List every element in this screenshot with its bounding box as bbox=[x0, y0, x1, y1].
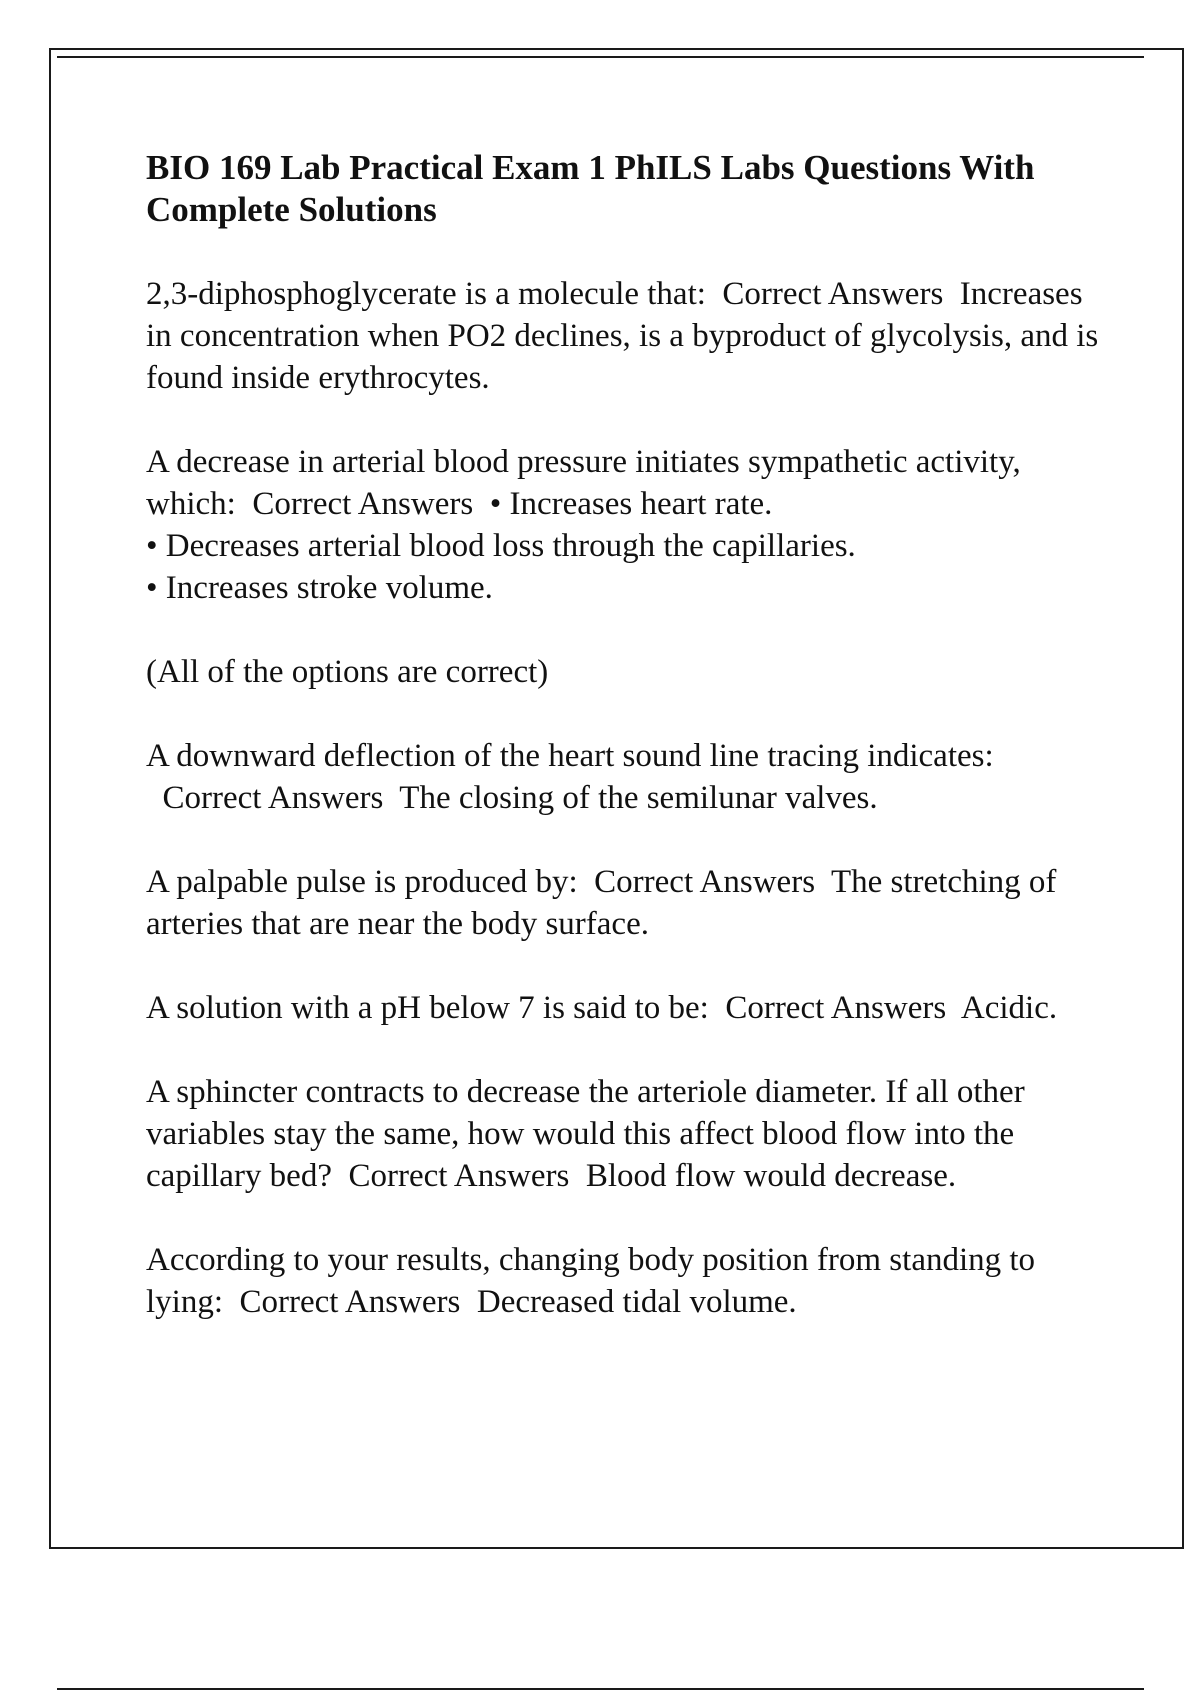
answer-text: The stretching of arteries that are near the body surface. bbox=[146, 864, 1057, 942]
answer-label: Correct Answers bbox=[239, 1284, 461, 1320]
qa-item bbox=[146, 1239, 1106, 1323]
question-text: A solution with a pH below 7 is said to be: bbox=[146, 990, 709, 1026]
answer-text: The closing of the semilunar valves. bbox=[399, 780, 878, 816]
qa-item bbox=[146, 987, 1106, 1029]
answer-line: • Increases heart rate. bbox=[489, 486, 773, 522]
qa-item bbox=[146, 861, 1106, 945]
answer-label: Correct Answers bbox=[594, 864, 816, 900]
document-title: BIO 169 Lab Practical Exam 1 PhILS Labs Questions With Complete Solutions bbox=[146, 148, 1035, 229]
answer-line: • Increases stroke volume. bbox=[146, 570, 493, 606]
qa-item bbox=[146, 273, 1106, 399]
answer-text: Acidic. bbox=[960, 990, 1058, 1026]
question-text: A palpable pulse is produced by: bbox=[146, 864, 578, 900]
question-text: A decrease in arterial blood pressure initiates sympathetic activity, which: bbox=[146, 444, 1021, 522]
answer-label: Correct Answers bbox=[348, 1158, 570, 1194]
answer-label: Correct Answers bbox=[725, 990, 947, 1026]
answer-text: Increases in concentration when PO2 declines, is a byproduct of glycolysis, and is found inside erythrocytes. bbox=[146, 276, 1099, 396]
question-text: A downward deflection of the heart sound line tracing indicates: bbox=[146, 738, 994, 774]
answer-text: Decreased tidal volume. bbox=[476, 1284, 797, 1320]
question-text: According to your results, changing body position from standing to lying: bbox=[146, 1242, 1036, 1320]
qa-note bbox=[146, 651, 1106, 693]
question-text: 2,3-diphosphoglycerate is a molecule that: bbox=[146, 276, 706, 312]
top-rule bbox=[57, 56, 1144, 58]
qa-item bbox=[146, 735, 1106, 819]
bottom-rule bbox=[57, 1688, 1144, 1690]
document-body bbox=[146, 147, 1106, 1323]
answer-label: Correct Answers bbox=[252, 486, 474, 522]
answer-text: Blood flow would decrease. bbox=[585, 1158, 957, 1194]
qa-item bbox=[146, 1071, 1106, 1197]
answer-line: • Decreases arterial blood loss through the capillaries. bbox=[146, 528, 856, 564]
note-text: (All of the options are correct) bbox=[146, 654, 549, 690]
question-text: A sphincter contracts to decrease the arteriole diameter. If all other variables stay the same, how would this affect blood flow into the capillary bed? bbox=[146, 1074, 1025, 1194]
qa-item bbox=[146, 441, 1106, 609]
answer-label: Correct Answers bbox=[722, 276, 944, 312]
answer-label: Correct Answers bbox=[162, 780, 384, 816]
